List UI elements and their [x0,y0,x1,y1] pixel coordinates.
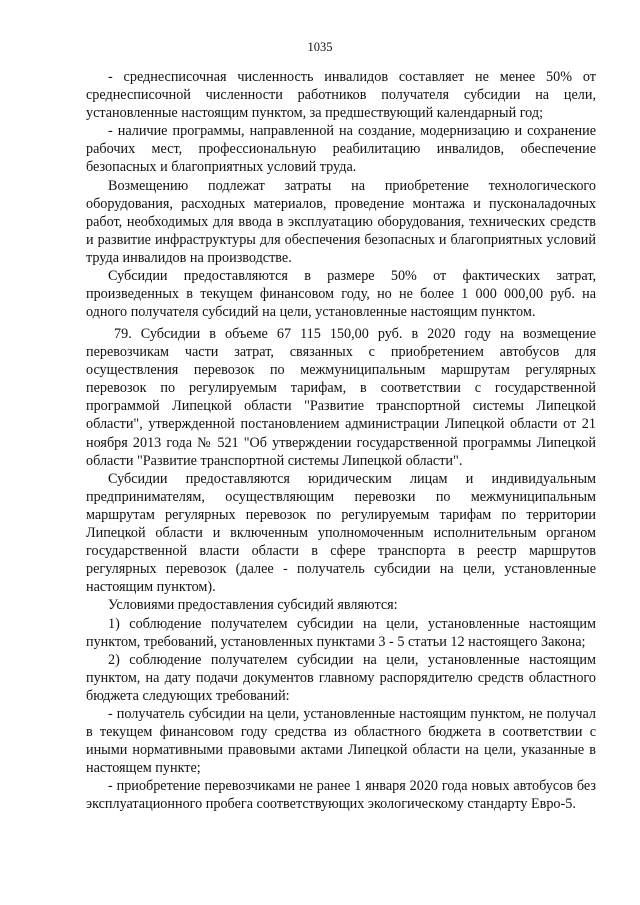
paragraph-8: 1) соблюдение получателем субсидии на цели, установленные настоящим пунктом, требований, установленных пунктами 3 - 5 статьи 12 настоящего Закона; [86,615,596,650]
paragraph-3: Возмещению подлежат затраты на приобретение технологического оборудования, расходных материалов, проведение монтажа и пусконаладочных работ, необходимых для ввода в эксплуатацию оборудования, технических средств и развитие инфраструктуры для обеспечения безопасных и благоприятных условий труда инвалидов на производстве. [86,177,596,266]
paragraph-7: Условиями предоставления субсидий являются: [108,597,398,614]
paragraph-6: Субсидии предоставляются юридическим лицам и индивидуальным предпринимателям, осуществляющим перевозки по межмуниципальным маршрутам регулярных перевозок по регулируемым тарифам по территории Липецкой области и включенным уполномоченным исполнительным органом государственной власти области в сфере транспорта в реестр маршрутов регулярных перевозок (далее - получатель субсидии на цели, установленные настоящим пунктом). [86,470,596,596]
paragraph-1: - среднесписочная численность инвалидов составляет не менее 50% от среднесписочной численности работников получателя субсидии на цели, установленные настоящим пунктом, за предшествующий календарный год; [86,69,596,122]
paragraph-11: - приобретение перевозчиками не ранее 1 января 2020 года новых автобусов без эксплуатационного пробега соответствующих экологическому стандарту Евро-5. [86,778,596,813]
paragraph-2: - наличие программы, направленной на создание, модернизацию и сохранение рабочих мест, профессиональную реабилитацию инвалидов, обеспечение безопасных и благоприятных условий труда. [86,123,596,176]
section-78-continuation [86,68,596,321]
paragraph-9: 2) соблюдение получателем субсидии на цели, установленные настоящим пунктом, на дату подачи документов главному распорядителю средств областного бюджета следующих требований: [86,651,596,704]
section-79 [86,325,596,814]
paragraph-10: - получатель субсидии на цели, установленные настоящим пунктом, не получал в текущем финансовом году средства из областного бюджета в соответствии с иными нормативными правовыми актами Липецкой области на цели, указанные в настоящем пункте; [86,705,596,777]
paragraph-5: 79. Субсидии в объеме 67 115 150,00 руб. в 2020 году на возмещение перевозчикам части затрат, связанных с приобретением автобусов для осуществления перевозок по межмуниципальным маршрутам регулярных перевозок по регулируемым тарифам, в соответствии с государственной программой Липецкой области "Развитие транспортной системы Липецкой области", утвержденной постановлением администрации Липецкой области от 21 ноября 2013 года № 521 "Об утверждении государственной программы Липецкой области "Развитие транспортной системы Липецкой области". [86,326,596,469]
page-number: 1035 [307,40,333,54]
paragraph-4: Субсидии предоставляются в размере 50% от фактических затрат, произведенных в текущем финансовом году, но не более 1 000 000,00 руб. на одного получателя субсидий на цели, установленные настоящим пунктом. [86,268,596,321]
